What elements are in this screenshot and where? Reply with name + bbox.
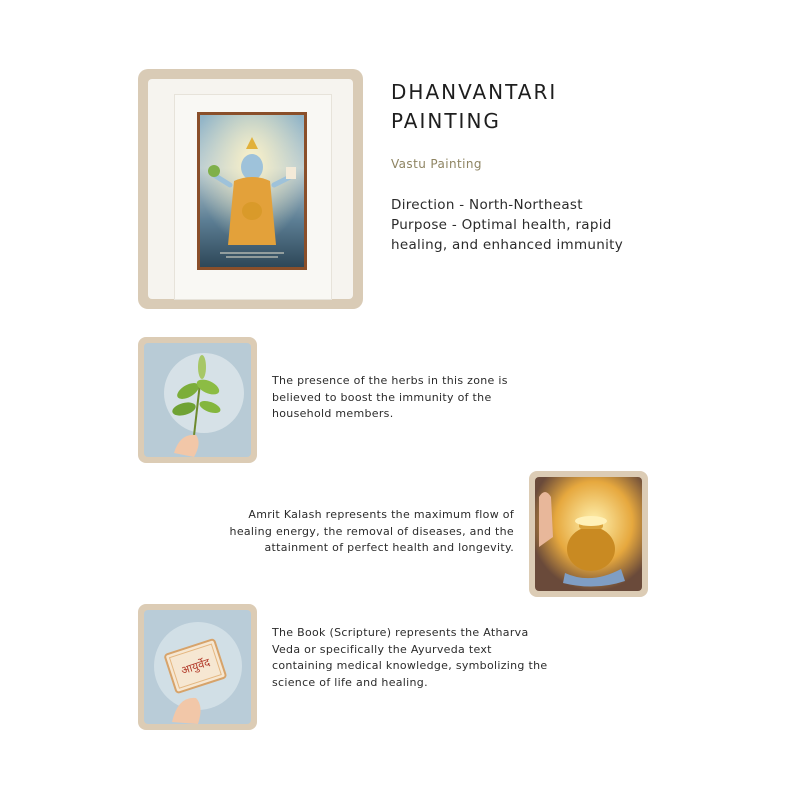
amrit-kalash-icon [535, 477, 642, 591]
page-title [391, 78, 557, 136]
book-cover-label: आयुर्वेद [179, 655, 212, 678]
text-line: The presence of the herbs in this zone is [272, 374, 508, 387]
text-line: Veda or specifically the Ayurveda text [272, 642, 492, 656]
herbs-tile [138, 337, 257, 463]
dhanvantari-painting [197, 112, 307, 270]
subtitle: Vastu Painting [391, 157, 482, 171]
purpose-line-2: healing, and enhanced immunity [391, 237, 624, 253]
text-line: science of life and healing. [272, 675, 428, 689]
text-line: attainment of perfect health and longevity. [264, 541, 514, 554]
title-line-2: PAINTING [391, 109, 501, 133]
text-line: The Book (Scripture) represents the Atharva [272, 626, 529, 639]
purpose-line-1: Purpose - Optimal health, rapid [391, 217, 612, 233]
text-line: believed to boost the immunity of the [272, 390, 492, 404]
painting-image [200, 115, 304, 267]
kalash-tile [529, 471, 648, 597]
book-tile [138, 604, 257, 730]
text-line: containing medical knowledge, symbolizing the [272, 659, 548, 672]
kalash-description [230, 507, 514, 557]
text-line: Amrit Kalash represents the maximum flow of [248, 508, 514, 521]
direction-text: Direction - North-Northeast [391, 197, 583, 213]
title-line-1: DHANVANTARI [391, 80, 558, 104]
herbs-description [272, 373, 508, 423]
herbs-icon [144, 343, 251, 457]
text-line: healing energy, the removal of diseases, and the [229, 524, 514, 538]
ayurveda-book-icon [144, 610, 251, 724]
book-description [272, 625, 547, 691]
text-line: household members. [272, 407, 394, 420]
info-block [391, 195, 623, 255]
